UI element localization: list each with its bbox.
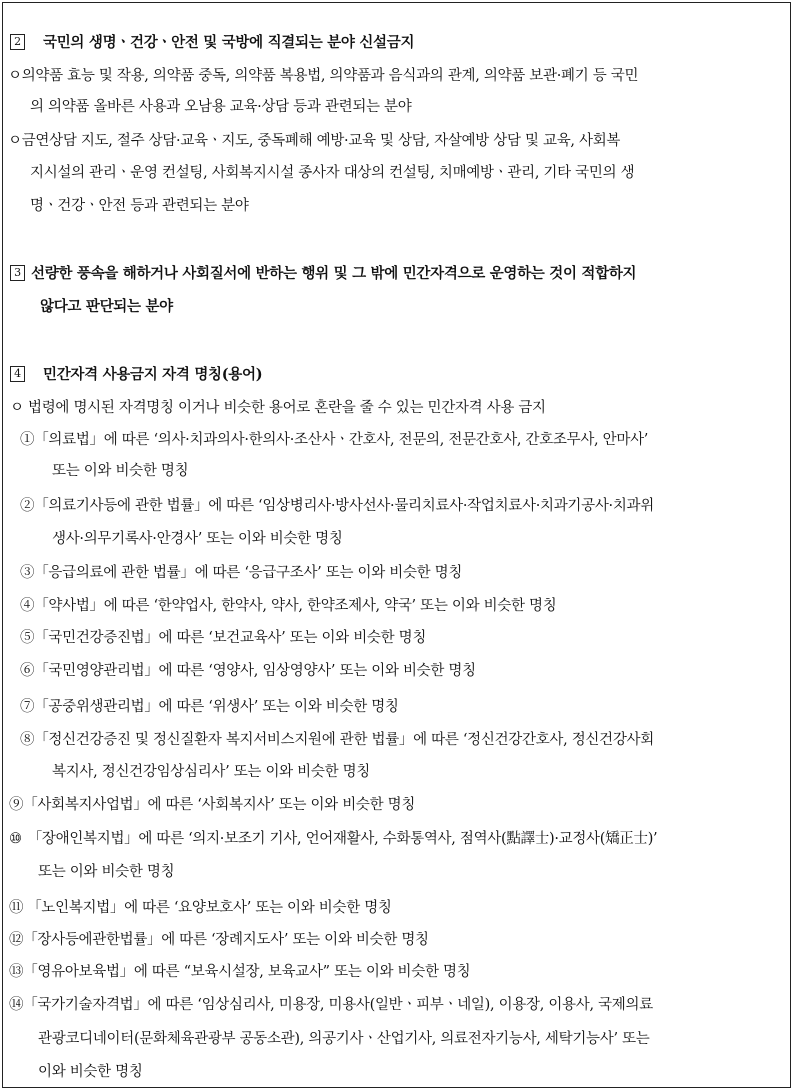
item-number: ⑪	[9, 900, 24, 916]
list-item-14-line-2: 관광코디네이터(문화체육관광부 공동소관), 의공기사ㆍ산업기사, 의료전자기능사, 세탁기능사’ 또는	[38, 1031, 650, 1047]
list-item-10-line-2: 또는 이와 비슷한 명칭	[38, 864, 175, 880]
item-text: 「응급의료에 관한 법률」에 따른 ‘응급구조사’ 또는 이와 비슷한 명칭	[34, 565, 463, 581]
item-number: ②	[20, 498, 35, 514]
section-2-bullet-2-line-3: 명ㆍ건강ㆍ안전 등과 관련되는 분야	[30, 198, 249, 214]
section-4-title: 민간자격 사용금지 자격 명칭(용어)	[43, 366, 263, 383]
item-text: 「장애인복지법」에 따른 ‘의지·보조기 기사, 언어재활사, 수화통역사, 점역사(點譯士)·교정사(矯正士)’	[27, 831, 658, 847]
section-number-box: 4	[10, 366, 25, 382]
item-text: 「의료법」에 따른 ‘의사·치과의사·한의사·조산사ㆍ간호사, 전문의, 전문간호사, 간호조무사, 안마사’	[34, 432, 649, 448]
item-number: ⑤	[20, 630, 35, 646]
section-4-heading	[10, 365, 262, 385]
item-number: ①	[20, 432, 35, 448]
item-text: 「노인복지법」에 따른 ‘요양보호사’ 또는 이와 비슷한 명칭	[27, 900, 392, 916]
section-number-box: 3	[10, 265, 25, 281]
item-text: 「영유아보육법」에 따른 “보육시설장, 보육교사” 또는 이와 비슷한 명칭	[23, 964, 471, 980]
list-item-9	[9, 795, 415, 815]
item-text: 「국민영양관리법」에 따른 ‘영양사, 임상영양사’ 또는 이와 비슷한 명칭	[34, 663, 476, 679]
list-item-12	[9, 930, 429, 950]
list-item-13	[9, 962, 470, 982]
item-text: 「국민건강증진법」에 따른 ‘보건교육사’ 또는 이와 비슷한 명칭	[34, 630, 427, 646]
item-number: ⑬	[9, 964, 24, 980]
list-item-14	[9, 995, 653, 1015]
item-number: ③	[20, 565, 35, 581]
item-text: 「공중위생관리법」에 따른 ‘위생사’ 또는 이와 비슷한 명칭	[34, 699, 399, 715]
list-item-4	[20, 596, 556, 616]
item-text: 「장사등에관한법률」에 따른 ‘장례지도사’ 또는 이와 비슷한 명칭	[23, 932, 429, 948]
item-number: ⑭	[9, 997, 24, 1013]
item-number: ⑫	[9, 932, 24, 948]
item-text: 「국가기술자격법」에 따른 ‘임상심리사, 미용장, 미용사(일반ㆍ피부ㆍ네일), 이용장, 이용사, 국제의료	[23, 997, 653, 1013]
list-item-3	[20, 563, 462, 583]
list-item-8	[20, 730, 654, 750]
list-item-6	[20, 661, 476, 681]
list-item-10	[9, 829, 657, 849]
section-3-title-line-1: 선량한 풍속을 해하거나 사회질서에 반하는 행위 및 그 밖에 민간자격으로 운영하는 것이 적합하지	[31, 265, 637, 282]
list-item-14-line-3: 이와 비슷한 명칭	[38, 1064, 143, 1080]
item-text: 「사회복지사업법」에 따른 ‘사회복지사’ 또는 이와 비슷한 명칭	[23, 797, 416, 813]
section-2-bullet-2-line-2: 지시설의 관리ㆍ운영 컨설팅, 사회복지시설 종사자 대상의 컨설팅, 치매예방ㆍ관리, 기타 국민의 생	[30, 165, 635, 181]
section-3-title-line-2: 않다고 판단되는 분야	[40, 298, 173, 315]
section-3-heading	[10, 264, 636, 284]
list-item-1-line-2: 또는 이와 비슷한 명칭	[52, 463, 189, 479]
section-2-title: 국민의 생명ㆍ건강ㆍ안전 및 국방에 직결되는 분야 신설금지	[43, 34, 415, 51]
item-text: 「의료기사등에 관한 법률」에 따른 ‘임상병리사·방사선사·물리치료사·작업치료사·치과기공사·치과위	[34, 498, 654, 514]
item-number: ⑨	[9, 797, 24, 813]
list-item-8-line-2: 복지사, 정신건강임상심리사’ 또는 이와 비슷한 명칭	[52, 764, 371, 780]
item-text: 「약사법」에 따른 ‘한약업사, 한약사, 약사, 한약조제사, 약국’ 또는 이와 비슷한 명칭	[34, 598, 557, 614]
item-number: ⑩	[9, 831, 22, 847]
section-2-bullet-1-line-1: ㅇ의약품 효능 및 작용, 의약품 중독, 의약품 복용법, 의약품과 음식과의 관계, 의약품 보관·폐기 등 국민	[8, 68, 639, 84]
section-4-intro: ㅇ 법령에 명시된 자격명칭 이거나 비슷한 용어로 혼란을 줄 수 있는 민간자격 사용 금지	[10, 400, 546, 416]
list-item-1	[20, 430, 648, 450]
section-2-heading	[10, 33, 414, 53]
item-number: ⑥	[20, 663, 35, 679]
section-2-bullet-2-line-1: ㅇ금연상담 지도, 절주 상담·교육ㆍ지도, 중독폐해 예방·교육 및 상담, 자살예방 상담 및 교육, 사회복	[8, 133, 621, 149]
item-number: ④	[20, 598, 35, 614]
list-item-7	[20, 697, 399, 717]
list-item-2	[20, 496, 654, 516]
item-text: 「정신건강증진 및 정신질환자 복지서비스지원에 관한 법률」에 따른 ‘정신건강간호사, 정신건강사회	[34, 732, 654, 748]
section-2-bullet-1-line-2: 의 의약품 올바른 사용과 오남용 교육·상담 등과 관련되는 분야	[30, 99, 412, 115]
list-item-11	[9, 898, 392, 918]
item-number: ⑦	[20, 699, 35, 715]
section-number-box: 2	[10, 34, 25, 50]
list-item-5	[20, 628, 426, 648]
list-item-2-line-2: 생사·의무기록사·안경사’ 또는 이와 비슷한 명칭	[52, 531, 343, 547]
item-number: ⑧	[20, 732, 35, 748]
